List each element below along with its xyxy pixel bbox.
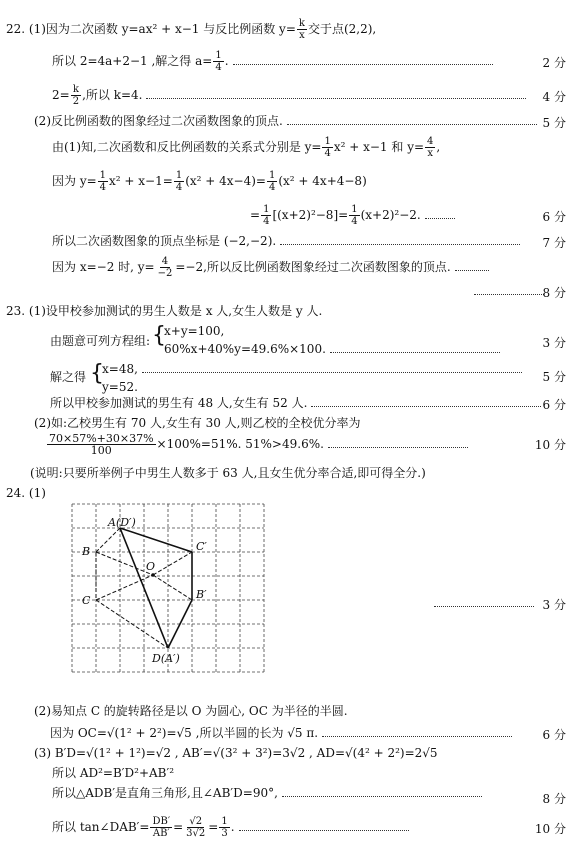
fraction: $\frac{70\times 57\%+30\times 37\%}{100}$: [49, 432, 154, 457]
q24-line6: 所以△ADB′是直角三角形,且∠AB′D=90°,: [52, 786, 486, 800]
q22-line7: = $\frac{1}{4}$ [(x+2)²−8]= $\frac{1}{4}$ (x+2)²−2.: [250, 204, 459, 227]
score: 6 分: [542, 398, 566, 412]
fraction: $\frac{1}{4}$: [99, 170, 107, 193]
fraction: $\frac{k}{x}$: [298, 18, 305, 41]
q23-eq2: 60%x+40%y=49.6%×100.: [164, 342, 504, 356]
q24-line2: (2)易知点 C 的旋转路径是以 O 为圆心, OC 为半径的半圆.: [34, 704, 348, 718]
score: 10 分: [534, 438, 566, 452]
label-d: D(A′): [152, 652, 180, 665]
q23-line2: 由题意可列方程组:: [50, 334, 151, 348]
label-a: A(D′): [108, 516, 136, 529]
q22-line9: 因为 x=−2 时, y= $\frac{4}{-2}$ =−2,所以反比例函数图象经过二次函数图象的顶点.: [52, 256, 493, 279]
fraction: $\frac{4}{-2}$: [157, 256, 173, 279]
score: 5 分: [542, 370, 566, 384]
score: 10 分: [534, 822, 566, 836]
fraction: $\frac{1}{4}$: [351, 204, 358, 227]
q24-line5: 所以 AD²=B′D²+AB′²: [52, 766, 175, 780]
q24-line1: 24. (1): [6, 486, 46, 500]
label-c: C: [82, 594, 91, 607]
fraction: $\frac{k}{2}$: [72, 84, 80, 107]
label-cp: C′: [196, 540, 207, 553]
q22-line4: (2)反比例函数的图象经过二次函数图象的顶点.: [34, 114, 541, 128]
fraction: $\frac{1}{4}$: [324, 136, 331, 159]
q22-line10: [470, 284, 548, 298]
fraction: $\frac{√2}{3√2}$: [186, 816, 206, 839]
q24-score1-dots: [430, 596, 538, 610]
fraction: $\frac{1}{4}$: [263, 204, 270, 227]
score: 2 分: [542, 56, 566, 70]
point-o: [151, 573, 155, 577]
score: 8 分: [542, 286, 566, 300]
fraction: $\frac{1}{4}$: [268, 170, 276, 193]
grid-figure: [68, 500, 278, 680]
score: 6 分: [542, 728, 566, 742]
score: 4 分: [542, 90, 566, 104]
score: 3 分: [542, 336, 566, 350]
score: 8 分: [542, 792, 566, 806]
q23-line1: 23. (1)设甲校参加测试的男生人数是 x 人,女生人数是 y 人.: [6, 304, 323, 318]
q24-line4: (3) B′D=√(1² + 1²)=√2 , AB′=√(3² + 3²)=3√2 , AD=√(4² + 2²)=2√5: [34, 746, 438, 760]
q23-line6: $\frac{70\times 57\%+30\times 37\%}{100}$ ×100%=51%. 51%>49.6%.: [46, 433, 472, 456]
score: 7 分: [542, 236, 566, 250]
q22-line3: 2= $\frac{k}{2}$ ,所以 k=4.: [52, 84, 530, 107]
score: 5 分: [542, 116, 566, 130]
q23-sol2: y=52.: [102, 380, 138, 394]
q23-line4: 所以甲校参加测试的男生有 48 人,女生有 52 人.: [50, 396, 545, 410]
q24-line7: 所以 tan∠DAB′= $\frac{DB'}{AB'}$ = $\frac{√2}{3√2}$ = $\frac{1}{3}$ .: [52, 816, 413, 839]
fraction: $\frac{4}{x}$: [427, 136, 434, 159]
brace: {: [90, 361, 104, 386]
brace: {: [152, 323, 166, 348]
q24-line3: 因为 OC=√(1² + 2²)=√5 ,所以半圆的长为 √5 π.: [50, 726, 516, 740]
q22-line2: 所以 2=4a+2−1 ,解之得 a= $\frac{1}{4}$ .: [52, 50, 497, 73]
label-o: O: [146, 560, 156, 573]
fraction: $\frac{1}{4}$: [215, 50, 222, 73]
score: 6 分: [542, 210, 566, 224]
label-bp: B′: [196, 588, 207, 601]
q22-line5: 由(1)知,二次函数和反比例函数的关系式分别是 y= $\frac{1}{4}$ x² + x−1 和 y= $\frac{4}{x}$ ,: [52, 136, 441, 159]
score: 3 分: [542, 598, 566, 612]
q22-line8: 所以二次函数图象的顶点坐标是 (−2,−2).: [52, 234, 524, 248]
fraction: $\frac{1}{3}$: [221, 816, 228, 839]
fraction: $\frac{1}{4}$: [175, 170, 183, 193]
label-b: B: [82, 545, 91, 558]
q23-line3: 解之得: [50, 370, 87, 384]
fraction: $\frac{DB'}{AB'}$: [152, 816, 171, 839]
q23-line5: (2)如:乙校男生有 70 人,女生有 30 人,则乙校的全校优分率为: [34, 416, 361, 430]
q23-sol1: x=48,: [102, 362, 526, 376]
q23-note: (说明:只要所举例子中男生人数多于 63 人,且女生优分率合适,即可得全分.): [30, 466, 426, 480]
q22-line1: 22. (1)因为二次函数 y=ax² + x−1 与反比例函数 y= $\frac{k}{x}$ 交于点(2,2),: [6, 18, 377, 41]
q23-eq1: x+y=100,: [164, 324, 225, 338]
rotated-shape: [120, 528, 192, 648]
q22-line6: 因为 y= $\frac{1}{4}$ x² + x−1= $\frac{1}{4}$ (x² + 4x−4)= $\frac{1}{4}$ (x² + 4x+4−8): [52, 170, 367, 193]
